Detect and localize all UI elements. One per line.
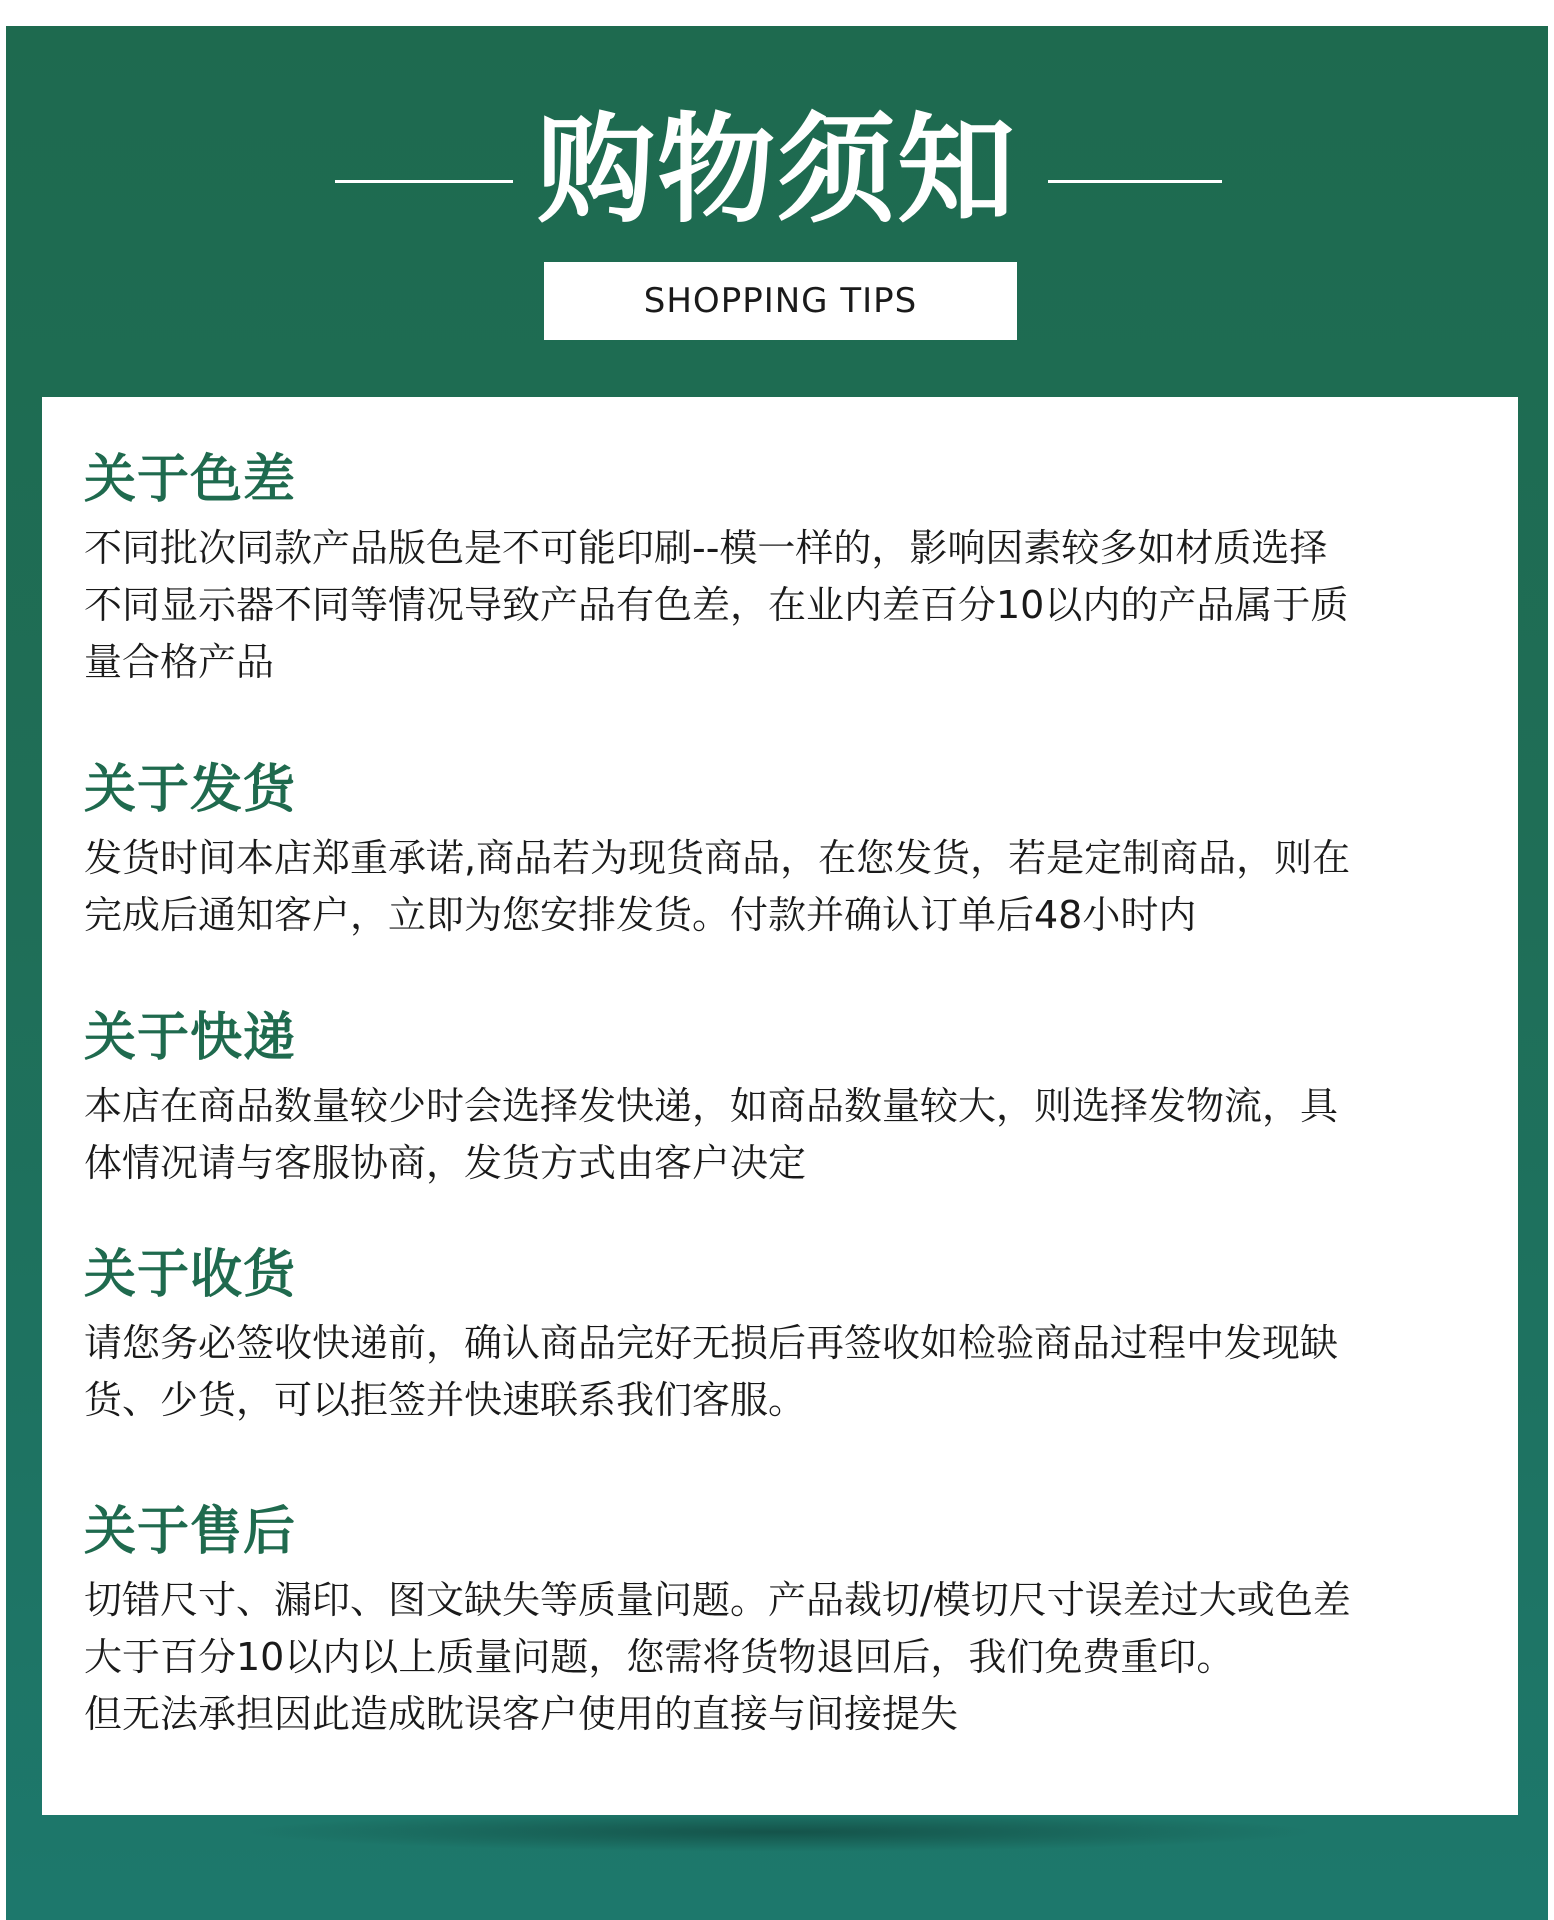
section-title: 关于色差 bbox=[84, 450, 297, 510]
section-body bbox=[84, 1315, 1484, 1429]
body-line: 发货时间本店郑重承诺,商品若为现货商品，在您发货，若是定制商品，则在 bbox=[84, 836, 1351, 880]
section-body bbox=[84, 1078, 1484, 1192]
section-title: 关于售后 bbox=[84, 1502, 297, 1562]
page-title: 购物须知 bbox=[536, 101, 1017, 239]
body-line: 大于百分10以内以上质量问题，您需将货物退回后，我们免费重印。 bbox=[84, 1635, 1235, 1679]
section-color-difference bbox=[84, 448, 1484, 691]
section-body bbox=[84, 520, 1484, 691]
section-title: 关于快递 bbox=[84, 1008, 297, 1068]
body-line: 货、少货，可以拒签并快速联系我们客服。 bbox=[84, 1378, 807, 1422]
section-body bbox=[84, 830, 1484, 944]
subtitle-badge bbox=[544, 262, 1017, 340]
card-shadow bbox=[240, 1812, 1320, 1852]
body-line: 切错尺寸、漏印、图文缺失等质量问题。产品裁切/模切尺寸误差过大或色差 bbox=[84, 1578, 1351, 1622]
body-line: 但无法承担因此造成眈误客户使用的直接与间接提失 bbox=[84, 1692, 959, 1736]
section-receiving bbox=[84, 1243, 1484, 1429]
body-line: 本店在商品数量较少时会选择发快递，如商品数量较大，则选择发物流，具 bbox=[84, 1084, 1339, 1128]
section-express bbox=[84, 1006, 1484, 1192]
section-shipping bbox=[84, 758, 1484, 944]
section-after-sales bbox=[84, 1500, 1484, 1743]
body-line: 不同显示器不同等情况导致产品有色差，在业内差百分10以内的产品属于质 bbox=[84, 583, 1349, 627]
body-line: 量合格产品 bbox=[84, 640, 275, 684]
body-line: 不同批次同款产品版色是不可能印刷--模一样的，影响因素较多如材质选择 bbox=[84, 526, 1328, 570]
section-title: 关于发货 bbox=[84, 760, 297, 820]
section-title: 关于收货 bbox=[84, 1245, 297, 1305]
subtitle-text: SHOPPING TIPS bbox=[643, 281, 918, 321]
body-line: 完成后通知客户，立即为您安排发货。付款并确认订单后48小时内 bbox=[84, 893, 1197, 937]
body-line: 请您务必签收快递前，确认商品完好无损后再签收如检验商品过程中发现缺 bbox=[84, 1321, 1339, 1365]
body-line: 体情况请与客服协商，发货方式由客户决定 bbox=[84, 1141, 807, 1185]
section-body bbox=[84, 1572, 1484, 1743]
